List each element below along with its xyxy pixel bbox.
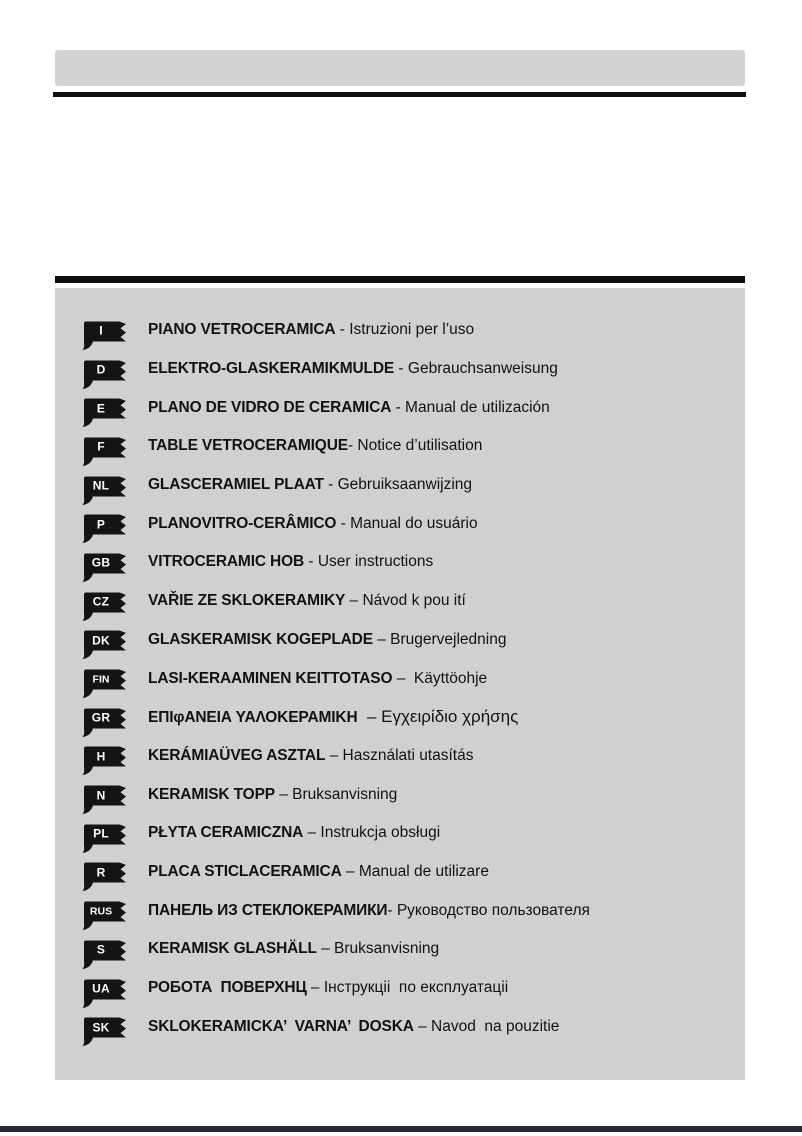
- manual-title: GLASCERAMIEL PLAAT: [148, 476, 324, 494]
- language-row: [80, 312, 745, 351]
- language-list: [55, 288, 745, 1080]
- manual-subtitle: - Gebruiksaanwijzing: [323, 476, 473, 494]
- manual-subtitle: - Istruzioni per l’uso: [335, 321, 475, 339]
- manual-title: KERAMISK TOPP: [148, 785, 275, 803]
- country-flag-badge-icon: [80, 979, 128, 1008]
- country-code-label: R: [96, 865, 106, 880]
- language-row: [80, 931, 745, 970]
- country-flag-badge-icon: [80, 746, 128, 775]
- language-row: [80, 892, 745, 931]
- manual-subtitle: – Εγχειρίδιο χρήσης: [357, 707, 519, 727]
- language-entry-text: [148, 786, 397, 804]
- country-code-label: F: [97, 439, 105, 454]
- language-row: [80, 1008, 745, 1047]
- language-row: [80, 699, 745, 738]
- country-flag-badge-icon: [80, 476, 128, 505]
- country-flag-badge-icon: [80, 321, 128, 350]
- language-entry-text: [148, 707, 518, 727]
- language-row: [80, 815, 745, 854]
- country-flag-badge-icon: [80, 630, 128, 659]
- header-gray-bar: [55, 50, 745, 86]
- language-row: [80, 351, 745, 390]
- manual-subtitle: – Bruksanvisning: [316, 940, 440, 958]
- country-code-label: RUS: [89, 905, 113, 918]
- country-code-label: GR: [91, 710, 111, 725]
- manual-subtitle: - Notice d’utilisation: [347, 437, 483, 455]
- manual-title: GLASKERAMISK KOGEPLADE: [148, 630, 373, 648]
- manual-subtitle: - Gebrauchsanweisung: [394, 360, 558, 378]
- manual-subtitle: – Brugervejledning: [372, 630, 507, 648]
- language-row: [80, 428, 745, 467]
- country-code-label: D: [96, 362, 106, 377]
- language-row: [80, 544, 745, 583]
- language-entry-text: [148, 979, 508, 997]
- language-row: [80, 583, 745, 622]
- manual-title: VAŘIE ZE SKLOKERAMIKY: [148, 592, 346, 610]
- language-entry-text: [148, 360, 558, 378]
- language-row: [80, 660, 745, 699]
- country-code-label: S: [96, 942, 106, 957]
- country-flag-badge-icon: [80, 824, 128, 853]
- manual-subtitle: - User instructions: [304, 553, 434, 571]
- language-entry-text: [148, 321, 474, 339]
- language-entry-text: [148, 476, 472, 494]
- manual-title: ПАНЕЛЬ ИЗ СТЕКЛОКЕРАМИКИ: [148, 901, 388, 919]
- country-code-label: GB: [91, 555, 111, 570]
- country-flag-badge-icon: [80, 553, 128, 582]
- country-code-label: PL: [93, 826, 109, 841]
- manual-subtitle: – Navod na pouzitie: [413, 1017, 560, 1035]
- language-entry-text: [148, 940, 439, 958]
- country-flag-badge-icon: [80, 592, 128, 621]
- manual-title: TABLE VETROCERAMIQUE: [148, 437, 348, 455]
- language-entry-text: [148, 553, 433, 571]
- language-entry-text: [148, 747, 473, 765]
- language-row: [80, 738, 745, 777]
- country-flag-badge-icon: [80, 669, 128, 698]
- manual-title: LASI-KERAAMINEN KEITTOTASO: [148, 669, 393, 687]
- country-code-label: NL: [92, 478, 110, 493]
- country-flag-badge-icon: [80, 398, 128, 427]
- manual-title: PLANOVITRO-CERÂMICO: [148, 514, 337, 532]
- language-entry-text: [148, 399, 550, 417]
- manual-title: KERAMISK GLASHÄLL: [148, 940, 317, 958]
- language-entry-text: [148, 592, 466, 610]
- manual-title: ELEKTRO-GLASKERAMIKMULDE: [148, 360, 395, 378]
- manual-title: KERÁMIAÜVEG ASZTAL: [148, 746, 326, 764]
- country-code-label: P: [96, 517, 106, 532]
- country-code-label: E: [96, 401, 106, 416]
- country-flag-badge-icon: [80, 437, 128, 466]
- manual-subtitle: – Bruksanvisning: [274, 785, 398, 803]
- page-bottom-rule: [0, 1126, 802, 1132]
- language-row: [80, 505, 745, 544]
- language-row: [80, 622, 745, 661]
- language-row: [80, 854, 745, 893]
- language-entry-text: [148, 902, 590, 920]
- country-flag-badge-icon: [80, 514, 128, 543]
- manual-subtitle: - Руководство пользователя: [387, 901, 590, 919]
- country-flag-badge-icon: [80, 862, 128, 891]
- country-code-label: FIN: [92, 673, 110, 686]
- manual-title: PŁYTA CERAMICZNA: [148, 824, 304, 842]
- language-entry-text: [148, 824, 440, 842]
- country-flag-badge-icon: [80, 940, 128, 969]
- manual-title: SKLOKERAMICKA’ VARNA’ DOSKA: [148, 1017, 414, 1035]
- language-row: [80, 467, 745, 506]
- country-code-label: DK: [92, 633, 110, 648]
- language-row: [80, 970, 745, 1009]
- manual-subtitle: - Manual de utilización: [391, 398, 550, 416]
- manual-subtitle: - Manual do usuário: [336, 514, 478, 532]
- country-code-label: CZ: [92, 594, 110, 609]
- country-code-label: H: [96, 749, 106, 764]
- country-flag-badge-icon: [80, 901, 128, 930]
- country-flag-badge-icon: [80, 360, 128, 389]
- header-rule: [53, 92, 746, 97]
- country-flag-badge-icon: [80, 1017, 128, 1046]
- country-code-label: N: [96, 788, 106, 803]
- language-entry-text: [148, 631, 506, 649]
- manual-title: VITROCERAMIC HOB: [148, 553, 305, 571]
- manual-title: PLANO DE VIDRO DE CERAMICA: [148, 398, 392, 416]
- manual-subtitle: – Інструкціі по експлуатаціі: [306, 979, 509, 997]
- language-entry-text: [148, 1018, 559, 1036]
- manual-subtitle: – Használati utasítás: [325, 746, 474, 764]
- manual-subtitle: – Instrukcja obsługi: [303, 824, 441, 842]
- language-entry-text: [148, 515, 478, 533]
- manual-title: ΕΠΙφΑΝΕΙΑ ΥΑΛΟΚΕΡΑΜΙΚΗ: [148, 709, 358, 727]
- manual-subtitle: – Manual de utilizare: [341, 862, 489, 880]
- manual-title: PLACA STICLACERAMICA: [148, 862, 342, 880]
- country-flag-badge-icon: [80, 708, 128, 737]
- manual-title: PIANO VETROCERAMICA: [148, 321, 336, 339]
- country-code-label: I: [99, 323, 103, 338]
- manual-subtitle: – Käyttöohje: [392, 669, 488, 687]
- language-entry-text: [148, 670, 487, 688]
- manual-title: РОБОТА ПОВЕРХНЦ: [148, 979, 307, 997]
- language-row: [80, 776, 745, 815]
- language-entry-text: [148, 437, 482, 455]
- country-code-label: UA: [92, 981, 110, 996]
- country-code-label: SK: [92, 1020, 110, 1035]
- country-flag-badge-icon: [80, 785, 128, 814]
- language-row: [80, 389, 745, 428]
- manual-subtitle: – Návod k pou ití: [345, 592, 466, 610]
- panel-top-rule: [55, 276, 745, 283]
- language-entry-text: [148, 863, 489, 881]
